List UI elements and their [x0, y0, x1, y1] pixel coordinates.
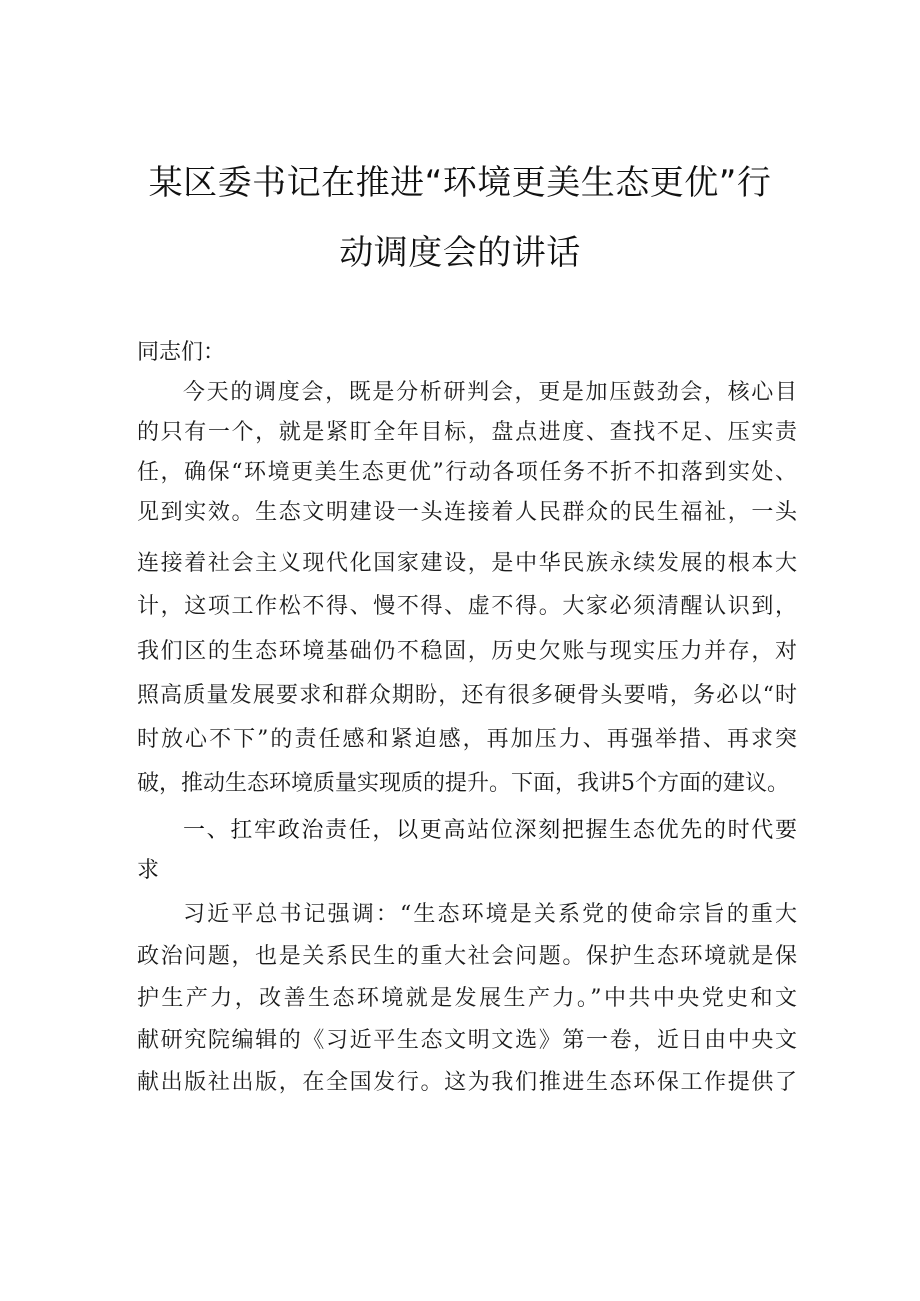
paragraph2-line: 习近平总书记强调：“生态环境是关系党的使命宗旨的重大 [183, 902, 797, 927]
paragraph1-line: 我们区的生态环境基础仍不稳固，历史欠账与现实压力并存，对 [137, 639, 797, 664]
document-title-line-1: 某区委书记在推进“环境更美生态更优”行 [148, 163, 772, 203]
paragraph1-line: 时放心不下”的责任感和紧迫感，再加压力、再强举措、再求突 [137, 727, 797, 752]
paragraph1-line: 连接着社会主义现代化国家建设，是中华民族永续发展的根本大 [137, 551, 797, 576]
section1-heading-line: 一、扛牢政治责任，以更高站位深刻把握生态优先的时代要 [183, 818, 797, 843]
paragraph1-line: 任，确保“环境更美生态更优”行动各项任务不折不扣落到实处、 [137, 460, 797, 485]
paragraph1-line: 见到实效。生态文明建设一头连接着人民群众的民生福祉，一头 [137, 500, 797, 525]
paragraph2-line: 献出版社出版，在全国发行。这为我们推进生态环保工作提供了 [137, 1070, 797, 1095]
salutation: 同志们： [137, 340, 226, 365]
paragraph2-line: 政治问题，也是关系民生的重大社会问题。保护生态环境就是保 [137, 944, 797, 969]
document-title-line-2: 动调度会的讲话 [339, 233, 581, 273]
paragraph2-line: 护生产力，改善生态环境就是发展生产力。”中共中央党史和文 [137, 986, 797, 1011]
paragraph1-line: 破，推动生态环境质量实现质的提升。下面，我讲5个方面的建议。 [137, 771, 789, 796]
paragraph1-line: 计，这项工作松不得、慢不得、虚不得。大家必须清醒认识到， [137, 594, 797, 619]
paragraph2-line: 献研究院编辑的《习近平生态文明文选》第一卷，近日由中央文 [137, 1028, 797, 1053]
paragraph1-line: 今天的调度会，既是分析研判会，更是加压鼓劲会，核心目 [183, 380, 797, 405]
paragraph1-line: 照高质量发展要求和群众期盼，还有很多硬骨头要啃，务必以“时 [137, 683, 797, 708]
paragraph1-line: 的只有一个，就是紧盯全年目标，盘点进度、查找不足、压实责 [137, 420, 797, 445]
section1-heading-line: 求 [137, 858, 160, 883]
